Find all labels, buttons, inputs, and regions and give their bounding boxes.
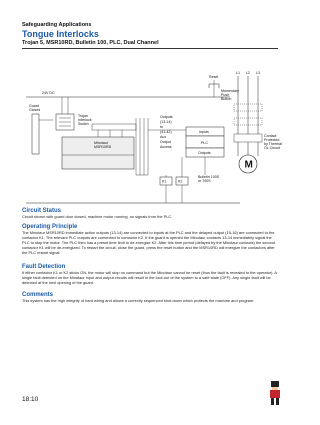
guard-label-2: Closed: [29, 108, 41, 112]
guard-door: [32, 114, 53, 154]
operating-principle-text: The Minotaur MSR10RD immediate action outputs (13-14) are connected to inputs at the PLC and the delayed output (15-16) are connected to the contactor K1. The relevant PLC outputs are connected to contactor K2. If the guard is opened the Minotaur contacts 13-14 immediately signal the PLC to stop the motor. The PLC then has a preset time limit to de-energize K2. After this time period (delayed by the Minotaur contacts) the second contactor K1 will be de-energized. To restart the circuit, close the guard, press the reset button and the MSR10RD will energize the contactors after the PLC restart signal.: [22, 230, 275, 255]
phase-label-l2: L2: [246, 71, 250, 75]
overload-label: Contact: [264, 134, 277, 138]
contactor-k1-label: K1: [162, 179, 167, 184]
switch-label: Trojan: [78, 114, 89, 118]
bulletin-label-2: or 700S: [198, 179, 211, 183]
section-operating-principle: [22, 224, 280, 256]
outputs-label: Outputs: [160, 115, 173, 119]
relay-contacts: [136, 118, 148, 175]
page-number: 18:10: [22, 396, 39, 403]
section-comments: [22, 292, 280, 304]
circuit-status-text: Circuit shown with guard door closed, machine motor running, no signals from the PLC.: [22, 214, 173, 219]
outputs-label-2: (13-14): [160, 120, 172, 124]
page-subtitle: Trojan 5, MSR10RD, Bulletin 100, PLC, Dual Channel: [22, 40, 159, 46]
overload-label-4: OL Circuit: [264, 146, 280, 150]
motor-label: M: [244, 159, 253, 171]
comments-text: This system has the high integrity of hard wiring and allows a correctly sequenced shut-down which protects the machine and program.: [22, 298, 255, 303]
switch-label-2: Interlock: [78, 118, 92, 122]
overload-label-2: Protected: [264, 138, 280, 142]
outputs-label-4: (41-42): [160, 130, 172, 134]
page-title: Tongue Interlocks: [22, 29, 99, 39]
contactor-k2-label: K2: [178, 179, 183, 184]
section-circuit-status: [22, 208, 280, 220]
plc-outputs-label: Outputs: [198, 151, 211, 155]
overload-label-3: by Thermal: [264, 142, 282, 146]
circuit-status-heading: Circuit Status: [22, 208, 62, 214]
pushbutton-label: Momentary: [221, 89, 239, 93]
guard-figure-icon: [265, 380, 285, 406]
bulletin-label: Bulletin 100S: [198, 175, 220, 179]
outputs-label-6: Output: [160, 140, 171, 144]
comments-heading: Comments: [22, 292, 54, 298]
section-label: Safeguarding Applications: [22, 22, 92, 28]
outputs-label-7: Access: [160, 145, 172, 149]
pushbutton-label-3: Button: [221, 97, 232, 101]
plc-inputs-label: Inputs: [199, 130, 209, 134]
fault-detection-text: If either contactor K1 or K2 sticks ON, the motor will stop on command but the Minotaur cannot be reset (thus the fault is revealed to the operator). A single fault detected on the Minotaur input and output circuits will result in the lock-out of the system to a safe state (OFF). Any single fault will be detected at the next opening of the guard.: [22, 270, 277, 285]
pushbutton-label-2: Push: [221, 93, 230, 97]
relay-label: Minotaur: [94, 141, 108, 145]
phase-label-l3: L3: [256, 71, 260, 75]
relay-label-2: MSR10RD: [94, 145, 112, 149]
switch-label-3: Switch: [78, 122, 89, 126]
fault-detection-heading: Fault Detection: [22, 264, 66, 270]
reset-label: Reset: [209, 75, 219, 79]
supply-label: 24V DC: [42, 91, 55, 95]
operating-principle-heading: Operating Principle: [22, 224, 78, 230]
trojan-switch: [56, 97, 74, 130]
reset-button: [209, 80, 219, 97]
outputs-label-3: to: [160, 125, 163, 129]
section-fault-detection: [22, 264, 280, 286]
phase-label-l1: L1: [236, 71, 240, 75]
outputs-label-5: Aux: [160, 135, 167, 139]
guard-label: Guard: [29, 104, 39, 108]
plc-label: PLC: [201, 141, 208, 145]
circuit-diagram: [0, 0, 300, 215]
